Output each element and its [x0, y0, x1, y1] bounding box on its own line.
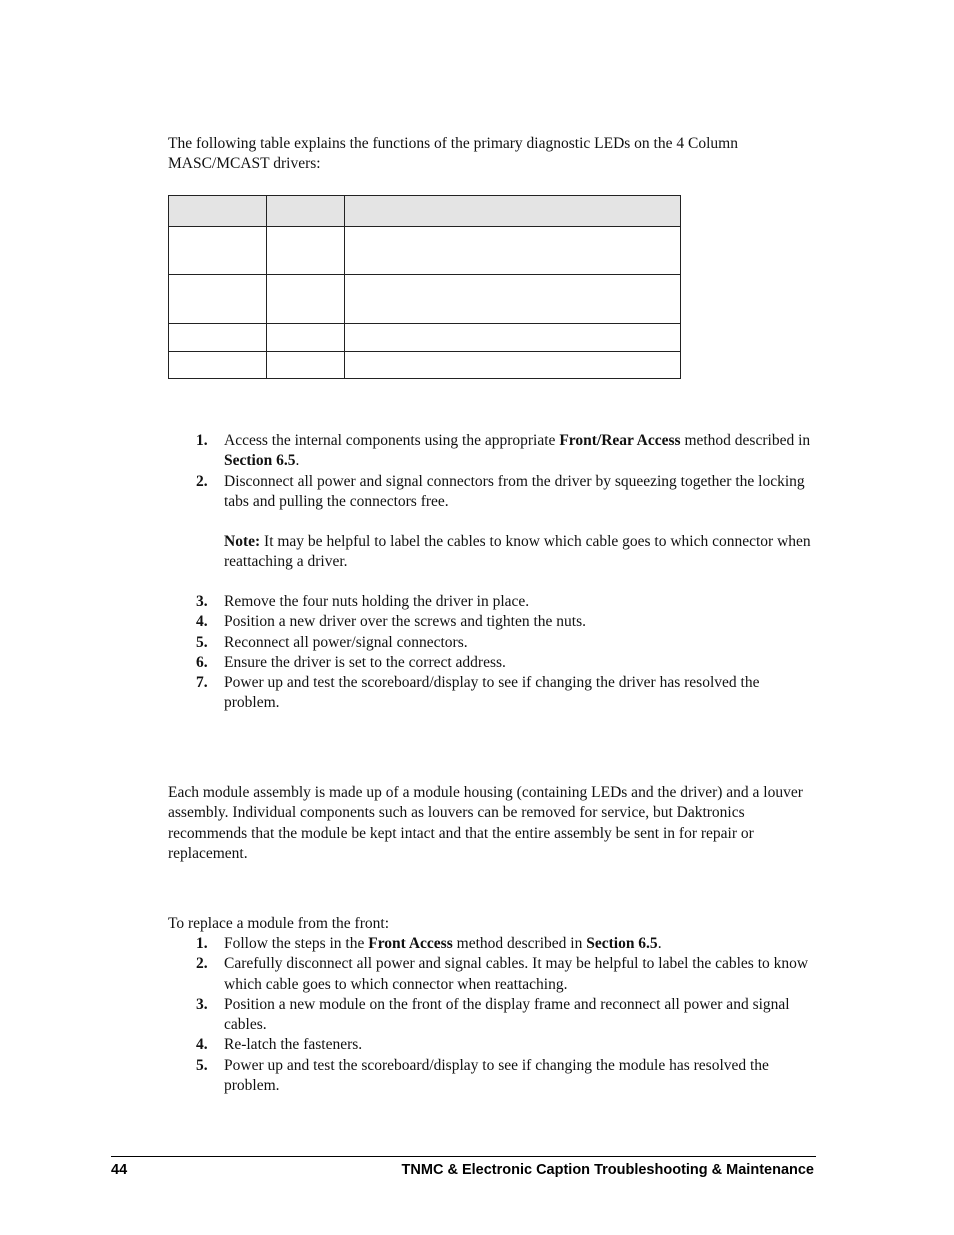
- step-text: Follow the steps in the: [224, 935, 369, 952]
- step-text: Power up and test the scoreboard/display to see if changing the module has resolved the problem.: [224, 1056, 769, 1095]
- table-cell: [344, 324, 680, 352]
- table-row: [169, 352, 681, 379]
- step-text: method described in: [680, 432, 811, 449]
- table-cell: [344, 352, 680, 379]
- table-row: [169, 324, 681, 352]
- step-number: 2.: [196, 955, 208, 973]
- step-number: 4.: [196, 613, 208, 631]
- module-assembly-paragraph: Each module assembly is made up of a module housing (containing LEDs and the driver) and a louver assembly. Individual components such as louvers can be removed for service, but Daktronics recommends that the module be kept intact and that the entire assembly be sent in for repair or replacement.: [168, 784, 803, 862]
- step-text: Carefully disconnect all power and signal cables. It may be helpful to label the cables to know which cable goes to which connector when reattaching.: [224, 955, 809, 993]
- list-item: [168, 954, 818, 995]
- table-cell: [169, 227, 267, 275]
- module-front-replacement-steps: [168, 934, 818, 1096]
- driver-note: [224, 532, 818, 573]
- note-text: It may be helpful to label the cables to know which cable goes to which connector when reattaching a driver.: [224, 533, 811, 571]
- table-cell: [344, 196, 680, 227]
- list-item: [168, 472, 818, 513]
- front-replacement-intro: To replace a module from the front:: [168, 915, 389, 932]
- list-item: [168, 653, 818, 673]
- step-number: 7.: [196, 674, 208, 692]
- table-row: [169, 275, 681, 324]
- table-cell: [266, 324, 344, 352]
- step-text: method described in: [452, 935, 587, 952]
- step-text: Re-latch the fasteners.: [224, 1036, 363, 1054]
- step-text: .: [657, 935, 662, 952]
- step-text: Remove the four nuts holding the driver in place.: [224, 593, 530, 610]
- table-cell: [344, 227, 680, 275]
- table-cell: [266, 352, 344, 379]
- table-row: [169, 227, 681, 275]
- list-item: [168, 612, 818, 632]
- list-item: [168, 995, 818, 1036]
- step-emphasis: Front/Rear Access: [559, 432, 681, 449]
- step-number: 6.: [196, 653, 208, 671]
- note-label: Note:: [224, 533, 261, 550]
- driver-replacement-steps: [168, 431, 818, 512]
- list-item: [168, 633, 818, 653]
- step-number: 5.: [196, 633, 208, 651]
- step-number: 5.: [196, 1056, 208, 1074]
- list-item: [168, 1035, 818, 1055]
- step-number: 1.: [196, 432, 208, 449]
- step-number: 2.: [196, 472, 208, 490]
- table-cell: [169, 196, 267, 227]
- list-item: [168, 1056, 818, 1097]
- intro-paragraph: The following table explains the functions of the primary diagnostic LEDs on the 4 Column MASC/MCAST drivers:: [168, 135, 738, 173]
- step-text: Position a new module on the front of the display frame and reconnect all power and signal cables.: [224, 995, 790, 1034]
- step-emphasis: Front Access: [368, 935, 453, 952]
- step-text: Access the internal components using the appropriate: [224, 432, 560, 449]
- table-cell: [169, 324, 267, 352]
- table-cell: [266, 196, 344, 227]
- section-reference: Section 6.5: [586, 935, 658, 952]
- step-text: Power up and test the scoreboard/display to see if changing the driver has resolved the problem.: [224, 674, 760, 712]
- step-text: Disconnect all power and signal connectors from the driver by squeezing together the locking tabs and pulling the connectors free.: [224, 472, 805, 510]
- table-cell: [169, 352, 267, 379]
- driver-replacement-steps-continued: [168, 592, 818, 714]
- table-header-row: [169, 196, 681, 227]
- step-number: 4.: [196, 1036, 208, 1054]
- step-text: Position a new driver over the screws and tighten the nuts.: [224, 613, 587, 631]
- footer-divider: [111, 1156, 816, 1157]
- step-number: 1.: [196, 935, 208, 952]
- footer-title: TNMC & Electronic Caption Troubleshooting & Maintenance: [401, 1162, 814, 1178]
- table-cell: [266, 227, 344, 275]
- step-number: 3.: [196, 995, 208, 1013]
- table-cell: [266, 275, 344, 324]
- table-cell: [169, 275, 267, 324]
- list-item: [168, 431, 818, 472]
- step-text: Reconnect all power/signal connectors.: [224, 633, 468, 651]
- page-number: 44: [111, 1162, 128, 1178]
- list-item: [168, 673, 818, 714]
- step-text: Ensure the driver is set to the correct address.: [224, 653, 506, 671]
- step-text: .: [295, 452, 300, 470]
- list-item: [168, 934, 818, 954]
- diagnostic-led-table: [168, 195, 681, 379]
- table-cell: [344, 275, 680, 324]
- step-number: 3.: [196, 593, 208, 610]
- list-item: [168, 592, 818, 612]
- section-reference: Section 6.5: [224, 452, 296, 470]
